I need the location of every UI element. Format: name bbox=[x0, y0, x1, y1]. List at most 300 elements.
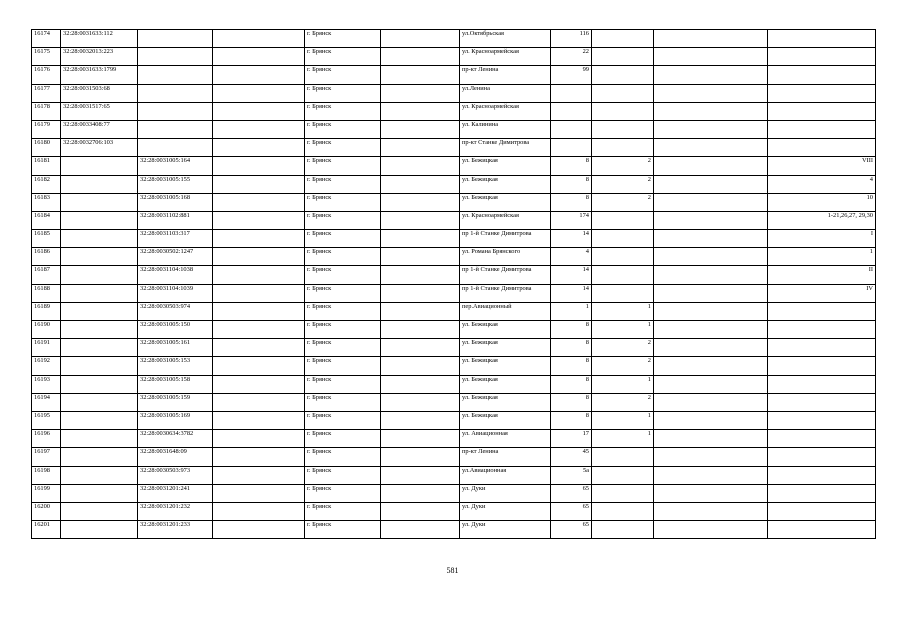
cell-e bbox=[381, 30, 460, 48]
cell-g: 4 bbox=[551, 248, 592, 266]
table-row bbox=[32, 139, 876, 157]
cell-h bbox=[592, 230, 654, 248]
cell-g: 22 bbox=[551, 48, 592, 66]
cell-a: 32:28:0032013:223 bbox=[61, 48, 138, 66]
cell-empty bbox=[213, 211, 305, 229]
cell-empty bbox=[654, 430, 768, 448]
cell-b: 32:28:0031005:169 bbox=[138, 411, 213, 429]
cell-e bbox=[381, 466, 460, 484]
cell-d: г. Брянск bbox=[305, 175, 381, 193]
cell-e bbox=[381, 230, 460, 248]
cell-d: г. Брянск bbox=[305, 484, 381, 502]
cell-e bbox=[381, 339, 460, 357]
cell-h: 1 bbox=[592, 411, 654, 429]
cell-f: ул. Бежицкая bbox=[460, 339, 551, 357]
cell-empty bbox=[213, 521, 305, 539]
cell-g: 116 bbox=[551, 30, 592, 48]
cell-b: 32:28:0030502:1247 bbox=[138, 248, 213, 266]
cell-i bbox=[768, 375, 876, 393]
cell-g: 8 bbox=[551, 321, 592, 339]
cell-h bbox=[592, 48, 654, 66]
cell-empty bbox=[654, 448, 768, 466]
cell-i bbox=[768, 484, 876, 502]
cell-n: 16190 bbox=[32, 321, 61, 339]
cell-f: ул. Красноармейская bbox=[460, 211, 551, 229]
table-row bbox=[32, 430, 876, 448]
cell-b bbox=[138, 84, 213, 102]
cell-f: пр-кт Ленина bbox=[460, 66, 551, 84]
cell-e bbox=[381, 411, 460, 429]
cell-n: 16184 bbox=[32, 211, 61, 229]
cell-g: 14 bbox=[551, 230, 592, 248]
cell-empty bbox=[213, 175, 305, 193]
cell-g: 8 bbox=[551, 157, 592, 175]
cell-h: 1 bbox=[592, 430, 654, 448]
cell-n: 16192 bbox=[32, 357, 61, 375]
cell-empty bbox=[213, 266, 305, 284]
cell-n: 16180 bbox=[32, 139, 61, 157]
cell-n: 16200 bbox=[32, 502, 61, 520]
cell-b: 32:28:0031201:232 bbox=[138, 502, 213, 520]
cell-d: г. Брянск bbox=[305, 411, 381, 429]
cell-f: пер.Авиационный bbox=[460, 302, 551, 320]
cell-i: 1-21,26,27, 29,30 bbox=[768, 211, 876, 229]
table-row bbox=[32, 175, 876, 193]
cell-empty bbox=[213, 302, 305, 320]
cell-a bbox=[61, 302, 138, 320]
cell-n: 16189 bbox=[32, 302, 61, 320]
cell-h bbox=[592, 30, 654, 48]
cell-empty bbox=[654, 211, 768, 229]
cell-n: 16174 bbox=[32, 30, 61, 48]
cell-n: 16186 bbox=[32, 248, 61, 266]
table-row bbox=[32, 193, 876, 211]
cell-i bbox=[768, 302, 876, 320]
cell-d: г. Брянск bbox=[305, 321, 381, 339]
cell-f: ул. Калинина bbox=[460, 120, 551, 138]
cell-e bbox=[381, 448, 460, 466]
cell-i bbox=[768, 321, 876, 339]
cell-f: ул. Авиационная bbox=[460, 430, 551, 448]
cell-i bbox=[768, 466, 876, 484]
cell-a bbox=[61, 357, 138, 375]
cell-empty bbox=[213, 157, 305, 175]
cell-n: 16183 bbox=[32, 193, 61, 211]
table-row bbox=[32, 157, 876, 175]
cell-d: г. Брянск bbox=[305, 284, 381, 302]
cell-f: ул. Бежицкая bbox=[460, 357, 551, 375]
table-row bbox=[32, 393, 876, 411]
cell-e bbox=[381, 321, 460, 339]
cell-empty bbox=[213, 84, 305, 102]
cell-empty bbox=[213, 375, 305, 393]
table-row bbox=[32, 466, 876, 484]
table-row bbox=[32, 411, 876, 429]
cell-e bbox=[381, 357, 460, 375]
cell-e bbox=[381, 266, 460, 284]
cell-e bbox=[381, 66, 460, 84]
cell-f: ул. Дуки bbox=[460, 521, 551, 539]
table-row bbox=[32, 375, 876, 393]
cell-empty bbox=[654, 466, 768, 484]
cell-empty bbox=[213, 248, 305, 266]
cell-g: 65 bbox=[551, 484, 592, 502]
cell-f: ул. Бежицкая bbox=[460, 175, 551, 193]
cell-empty bbox=[213, 284, 305, 302]
cell-empty bbox=[213, 193, 305, 211]
cell-empty bbox=[654, 484, 768, 502]
cell-f: ул. Бежицкая bbox=[460, 321, 551, 339]
cell-a bbox=[61, 448, 138, 466]
cell-i bbox=[768, 502, 876, 520]
cell-n: 16181 bbox=[32, 157, 61, 175]
cell-empty bbox=[213, 230, 305, 248]
cell-b: 32:28:0031005:164 bbox=[138, 157, 213, 175]
cell-e bbox=[381, 157, 460, 175]
cell-empty bbox=[654, 248, 768, 266]
cell-a bbox=[61, 284, 138, 302]
cell-d: г. Брянск bbox=[305, 521, 381, 539]
cell-a: 32:28:0032706:103 bbox=[61, 139, 138, 157]
cell-h bbox=[592, 502, 654, 520]
cell-d: г. Брянск bbox=[305, 466, 381, 484]
cell-n: 16196 bbox=[32, 430, 61, 448]
cell-empty bbox=[213, 339, 305, 357]
cell-h: 1 bbox=[592, 321, 654, 339]
cell-empty bbox=[213, 48, 305, 66]
cell-empty bbox=[654, 502, 768, 520]
cell-e bbox=[381, 211, 460, 229]
table-row bbox=[32, 321, 876, 339]
cell-n: 16197 bbox=[32, 448, 61, 466]
cell-h bbox=[592, 484, 654, 502]
cell-e bbox=[381, 102, 460, 120]
cell-d: г. Брянск bbox=[305, 248, 381, 266]
cell-f: ул. Романа Брянского bbox=[460, 248, 551, 266]
cell-b: 32:28:0031104:1039 bbox=[138, 284, 213, 302]
cell-b: 32:28:0031005:161 bbox=[138, 339, 213, 357]
cell-b: 32:28:0031005:153 bbox=[138, 357, 213, 375]
cell-d: г. Брянск bbox=[305, 302, 381, 320]
cell-empty bbox=[654, 120, 768, 138]
cell-d: г. Брянск bbox=[305, 102, 381, 120]
table-row bbox=[32, 302, 876, 320]
cell-h bbox=[592, 466, 654, 484]
cell-e bbox=[381, 302, 460, 320]
cell-h bbox=[592, 211, 654, 229]
cell-h: 2 bbox=[592, 175, 654, 193]
cell-n: 16201 bbox=[32, 521, 61, 539]
cell-a bbox=[61, 339, 138, 357]
cell-h bbox=[592, 84, 654, 102]
cell-b bbox=[138, 102, 213, 120]
cell-a bbox=[61, 430, 138, 448]
cell-e bbox=[381, 120, 460, 138]
cell-f: пр 1-й Станке Димитрова bbox=[460, 266, 551, 284]
cell-empty bbox=[213, 484, 305, 502]
cell-d: г. Брянск bbox=[305, 393, 381, 411]
cell-d: г. Брянск bbox=[305, 357, 381, 375]
cell-empty bbox=[654, 357, 768, 375]
cell-d: г. Брянск bbox=[305, 66, 381, 84]
cell-e bbox=[381, 430, 460, 448]
cell-empty bbox=[654, 30, 768, 48]
cell-h bbox=[592, 66, 654, 84]
cell-i bbox=[768, 357, 876, 375]
cell-n: 16198 bbox=[32, 466, 61, 484]
cell-e bbox=[381, 502, 460, 520]
cell-h: 1 bbox=[592, 375, 654, 393]
cell-b: 32:28:0031005:158 bbox=[138, 375, 213, 393]
cell-empty bbox=[654, 157, 768, 175]
cell-d: г. Брянск bbox=[305, 120, 381, 138]
cell-empty bbox=[213, 139, 305, 157]
cell-empty bbox=[213, 102, 305, 120]
cell-e bbox=[381, 393, 460, 411]
cell-b bbox=[138, 66, 213, 84]
table-row bbox=[32, 357, 876, 375]
cell-empty bbox=[654, 411, 768, 429]
cell-empty bbox=[213, 30, 305, 48]
cell-b bbox=[138, 48, 213, 66]
cell-i bbox=[768, 339, 876, 357]
cell-empty bbox=[213, 430, 305, 448]
cell-empty bbox=[654, 84, 768, 102]
table-row bbox=[32, 84, 876, 102]
cell-i bbox=[768, 48, 876, 66]
cell-a bbox=[61, 393, 138, 411]
cell-f: ул. Красноармейская bbox=[460, 48, 551, 66]
cell-empty bbox=[213, 120, 305, 138]
cell-empty bbox=[654, 375, 768, 393]
cell-g bbox=[551, 84, 592, 102]
cell-d: г. Брянск bbox=[305, 430, 381, 448]
cell-empty bbox=[213, 357, 305, 375]
cell-i bbox=[768, 430, 876, 448]
cell-f: ул. Бежицкая bbox=[460, 193, 551, 211]
table-row bbox=[32, 48, 876, 66]
cell-g: 8 bbox=[551, 375, 592, 393]
cell-empty bbox=[654, 266, 768, 284]
cell-d: г. Брянск bbox=[305, 375, 381, 393]
cell-b bbox=[138, 120, 213, 138]
cell-d: г. Брянск bbox=[305, 230, 381, 248]
cell-e bbox=[381, 139, 460, 157]
cell-n: 16178 bbox=[32, 102, 61, 120]
registry-table-body bbox=[32, 30, 876, 539]
table-row bbox=[32, 102, 876, 120]
cell-b: 32:28:0030634:3782 bbox=[138, 430, 213, 448]
cell-g: 174 bbox=[551, 211, 592, 229]
cell-n: 16175 bbox=[32, 48, 61, 66]
cell-b: 32:28:0031005:150 bbox=[138, 321, 213, 339]
cell-b: 32:28:0031104:1038 bbox=[138, 266, 213, 284]
cell-a bbox=[61, 157, 138, 175]
cell-b: 32:28:0031201:241 bbox=[138, 484, 213, 502]
page-number: 581 bbox=[446, 566, 459, 575]
cell-n: 16176 bbox=[32, 66, 61, 84]
cell-b: 32:28:0031102:881 bbox=[138, 211, 213, 229]
cell-empty bbox=[213, 466, 305, 484]
cell-i: 10 bbox=[768, 193, 876, 211]
cell-f: ул. Бежицкая bbox=[460, 375, 551, 393]
cell-n: 16177 bbox=[32, 84, 61, 102]
cell-f: ул. Дуки bbox=[460, 502, 551, 520]
cell-g: 8 bbox=[551, 357, 592, 375]
cell-b: 32:28:0030503:973 bbox=[138, 466, 213, 484]
cell-d: г. Брянск bbox=[305, 266, 381, 284]
cell-i: 1 bbox=[768, 248, 876, 266]
cell-i bbox=[768, 66, 876, 84]
cell-g: 65 bbox=[551, 521, 592, 539]
cell-f: ул.Ленина bbox=[460, 84, 551, 102]
cell-a bbox=[61, 266, 138, 284]
cell-b: 32:28:0031648:09 bbox=[138, 448, 213, 466]
cell-i: II bbox=[768, 266, 876, 284]
cell-e bbox=[381, 248, 460, 266]
cell-empty bbox=[213, 321, 305, 339]
cell-f: ул. Красноармейская bbox=[460, 102, 551, 120]
cell-a bbox=[61, 193, 138, 211]
cell-h bbox=[592, 248, 654, 266]
table-row bbox=[32, 484, 876, 502]
cell-g: 1 bbox=[551, 302, 592, 320]
cell-i bbox=[768, 139, 876, 157]
cell-h bbox=[592, 102, 654, 120]
cell-i bbox=[768, 393, 876, 411]
cell-f: пр-кт Станке Димитрова bbox=[460, 139, 551, 157]
cell-empty bbox=[654, 66, 768, 84]
cell-empty bbox=[213, 502, 305, 520]
cell-h bbox=[592, 139, 654, 157]
cell-f: ул. Бежицкая bbox=[460, 157, 551, 175]
cell-a: 32:28:0033408:77 bbox=[61, 120, 138, 138]
cell-g: 65 bbox=[551, 502, 592, 520]
cell-n: 16188 bbox=[32, 284, 61, 302]
table-row bbox=[32, 211, 876, 229]
cell-f: ул. Бежицкая bbox=[460, 393, 551, 411]
cell-f: ул. Бежицкая bbox=[460, 411, 551, 429]
cell-e bbox=[381, 484, 460, 502]
cell-d: г. Брянск bbox=[305, 193, 381, 211]
cell-f: ул. Дуки bbox=[460, 484, 551, 502]
cell-e bbox=[381, 193, 460, 211]
cell-empty bbox=[213, 66, 305, 84]
cell-a: 32:28:0031517:65 bbox=[61, 102, 138, 120]
cell-d: г. Брянск bbox=[305, 502, 381, 520]
cell-empty bbox=[213, 411, 305, 429]
table-row bbox=[32, 248, 876, 266]
cell-a bbox=[61, 175, 138, 193]
cell-empty bbox=[654, 321, 768, 339]
cell-b: 32:28:0031005:168 bbox=[138, 193, 213, 211]
cell-empty bbox=[654, 102, 768, 120]
cell-empty bbox=[654, 48, 768, 66]
cell-i bbox=[768, 120, 876, 138]
cell-d: г. Брянск bbox=[305, 139, 381, 157]
cell-e bbox=[381, 375, 460, 393]
cell-h bbox=[592, 521, 654, 539]
cell-f: пр 1-й Станке Димитрова bbox=[460, 284, 551, 302]
cell-g: 17 bbox=[551, 430, 592, 448]
cell-e bbox=[381, 175, 460, 193]
cell-i: 4 bbox=[768, 175, 876, 193]
cell-g bbox=[551, 139, 592, 157]
cell-g: 8 bbox=[551, 339, 592, 357]
cell-b: 32:28:0031005:155 bbox=[138, 175, 213, 193]
cell-a bbox=[61, 466, 138, 484]
cell-d: г. Брянск bbox=[305, 448, 381, 466]
cell-a: 32:28:0031633:112 bbox=[61, 30, 138, 48]
table-row bbox=[32, 448, 876, 466]
cell-i bbox=[768, 521, 876, 539]
cell-b: 32:28:0031103:317 bbox=[138, 230, 213, 248]
table-row bbox=[32, 339, 876, 357]
cell-empty bbox=[654, 284, 768, 302]
cell-a bbox=[61, 321, 138, 339]
cell-i: IV bbox=[768, 284, 876, 302]
cell-i bbox=[768, 30, 876, 48]
cell-h: 2 bbox=[592, 193, 654, 211]
cell-e bbox=[381, 284, 460, 302]
cell-i: I bbox=[768, 230, 876, 248]
cell-d: г. Брянск bbox=[305, 157, 381, 175]
cell-empty bbox=[654, 175, 768, 193]
cell-a bbox=[61, 411, 138, 429]
cell-g: 5а bbox=[551, 466, 592, 484]
cell-h: 2 bbox=[592, 339, 654, 357]
table-row bbox=[32, 284, 876, 302]
cell-b bbox=[138, 30, 213, 48]
cell-f: пр 1-й Станке Димитрова bbox=[460, 230, 551, 248]
cell-a bbox=[61, 502, 138, 520]
cell-empty bbox=[213, 448, 305, 466]
cell-e bbox=[381, 521, 460, 539]
table-row bbox=[32, 521, 876, 539]
cell-empty bbox=[654, 302, 768, 320]
cell-empty bbox=[654, 393, 768, 411]
cell-e bbox=[381, 84, 460, 102]
cell-b: 32:28:0031201:233 bbox=[138, 521, 213, 539]
cell-f: ул.Октябрьская bbox=[460, 30, 551, 48]
cell-f: пр-кт Ленина bbox=[460, 448, 551, 466]
cell-a bbox=[61, 375, 138, 393]
cell-g: 8 bbox=[551, 393, 592, 411]
table-row bbox=[32, 266, 876, 284]
cell-b bbox=[138, 139, 213, 157]
cell-d: г. Брянск bbox=[305, 48, 381, 66]
cell-b: 32:28:0031005:159 bbox=[138, 393, 213, 411]
cell-g: 8 bbox=[551, 175, 592, 193]
cell-n: 16193 bbox=[32, 375, 61, 393]
cell-n: 16191 bbox=[32, 339, 61, 357]
cell-empty bbox=[654, 230, 768, 248]
cell-a: 32:28:0031633:1799 bbox=[61, 66, 138, 84]
cell-e bbox=[381, 48, 460, 66]
cell-a bbox=[61, 484, 138, 502]
cell-g bbox=[551, 120, 592, 138]
cell-f: ул.Авиационная bbox=[460, 466, 551, 484]
cell-d: г. Брянск bbox=[305, 339, 381, 357]
cell-n: 16195 bbox=[32, 411, 61, 429]
cell-h: 2 bbox=[592, 393, 654, 411]
cell-i bbox=[768, 411, 876, 429]
cell-h: 2 bbox=[592, 157, 654, 175]
cell-b: 32:28:0030503:974 bbox=[138, 302, 213, 320]
cell-h bbox=[592, 284, 654, 302]
table-row bbox=[32, 230, 876, 248]
cell-g: 99 bbox=[551, 66, 592, 84]
